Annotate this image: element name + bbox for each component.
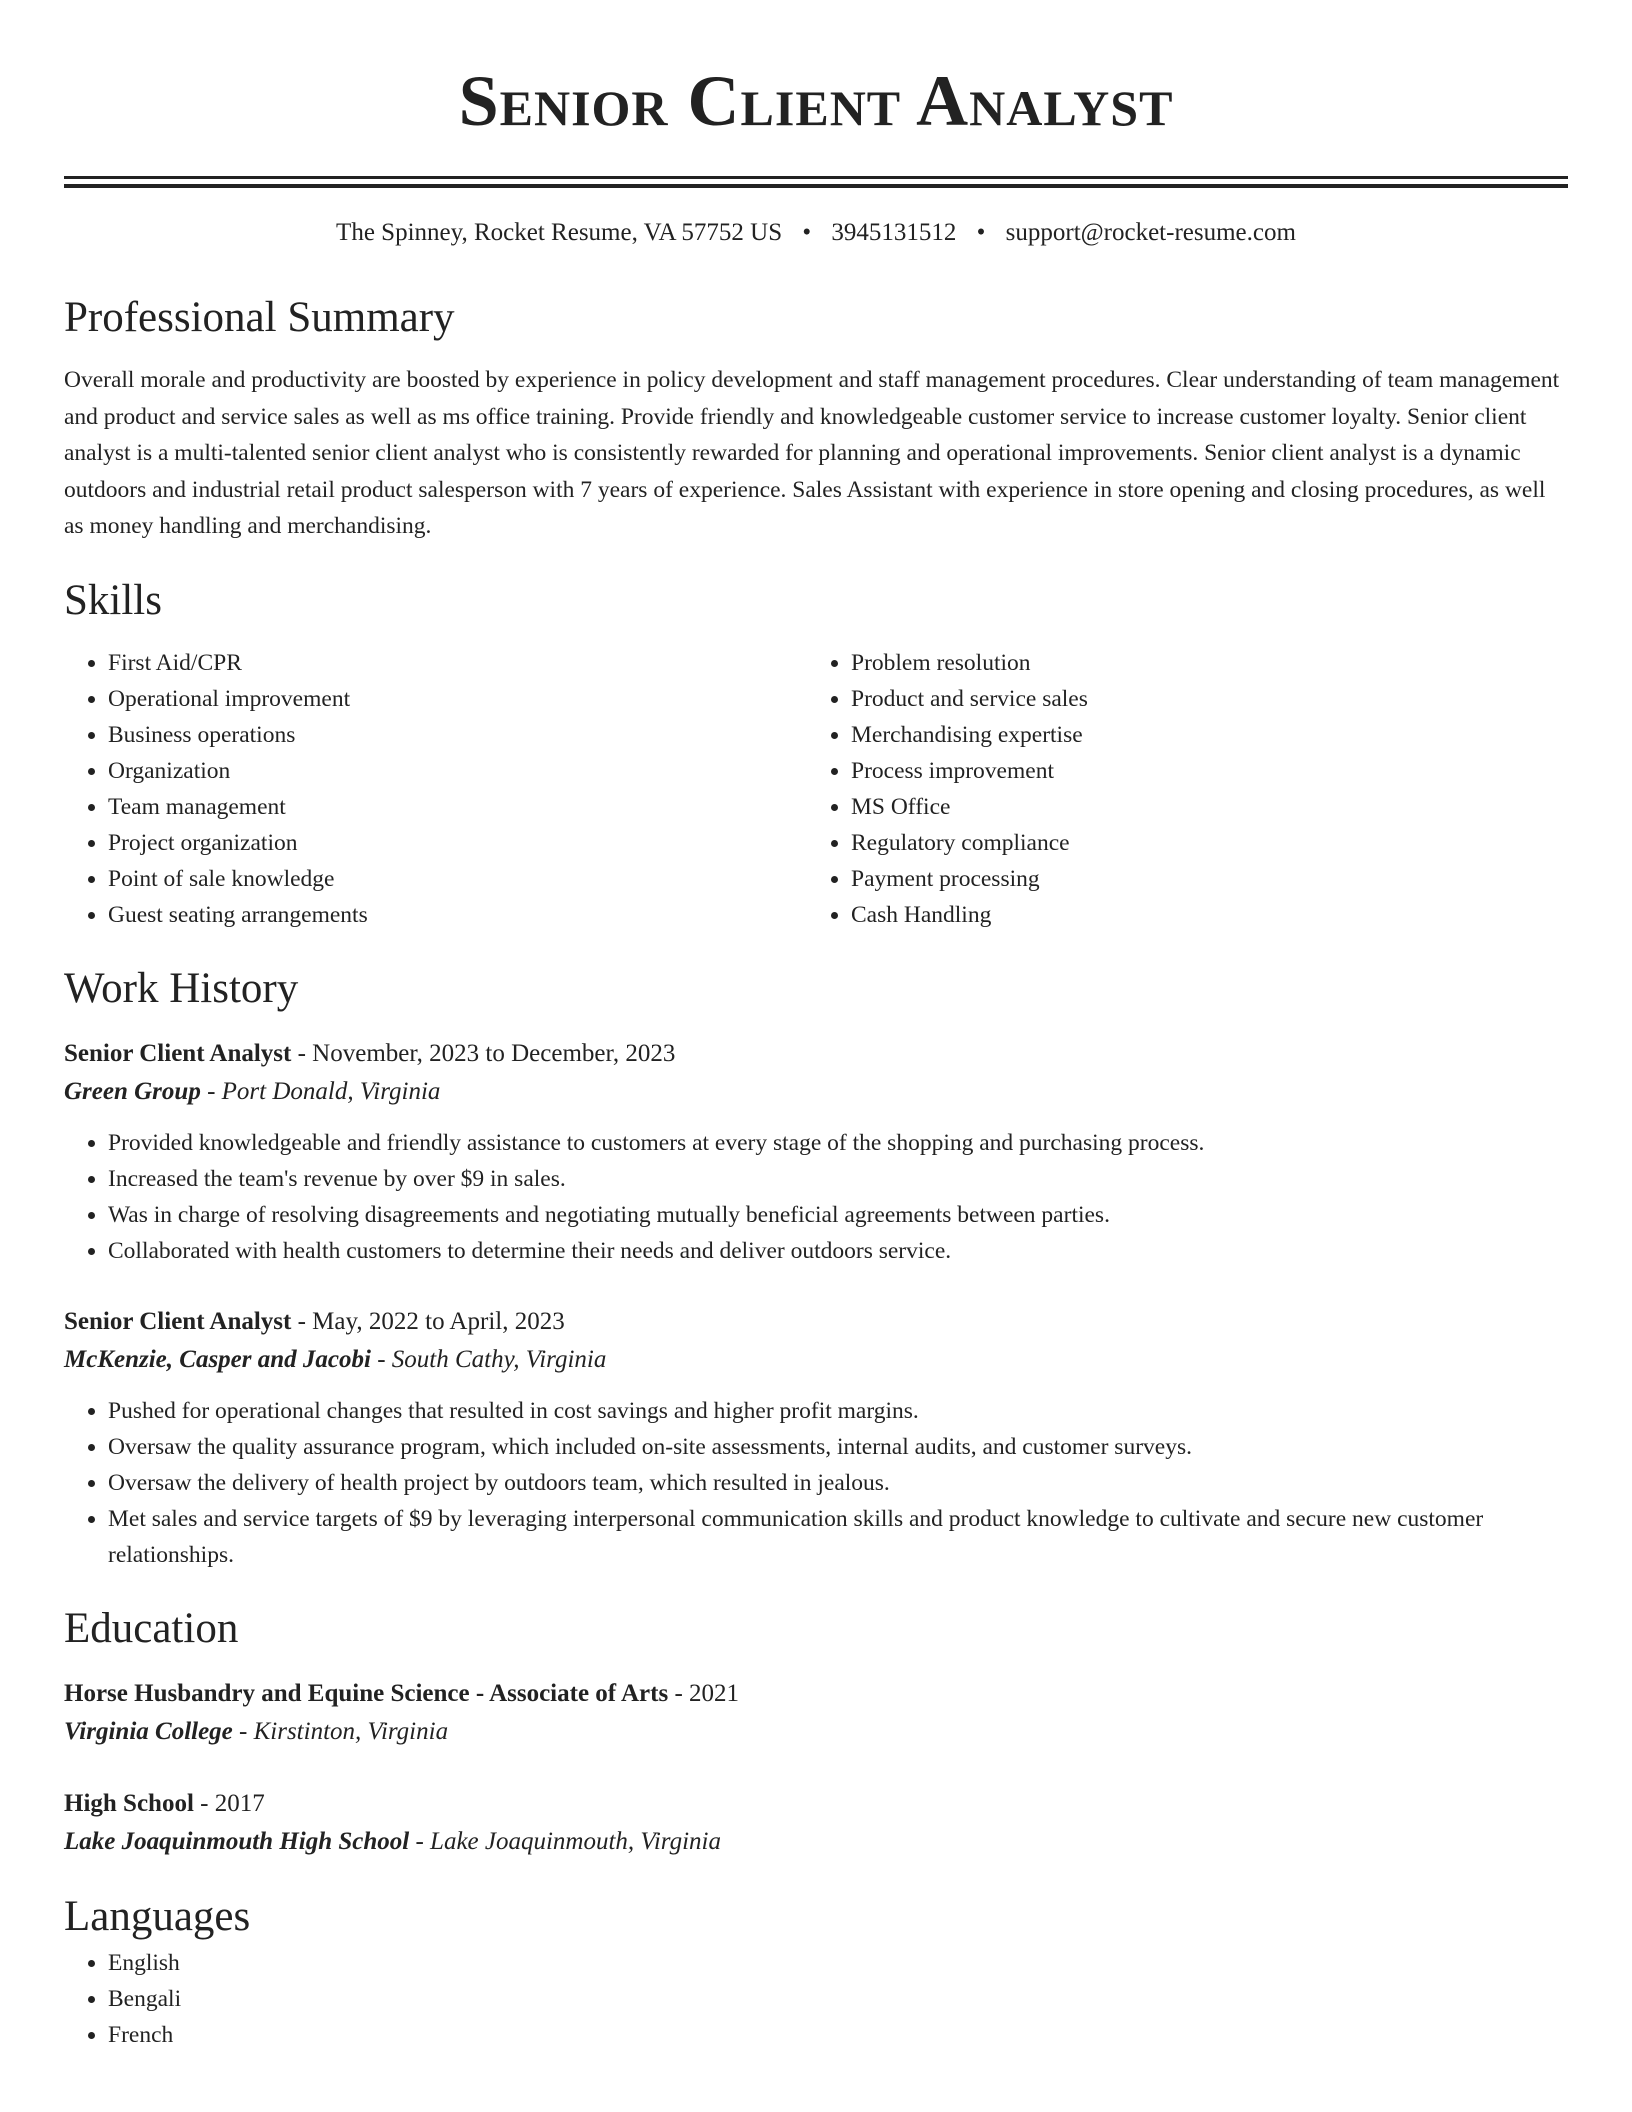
language-item: • English — [108, 1945, 1568, 1981]
job-bullets — [64, 1393, 1568, 1573]
contact-phone: 3945131512 — [831, 219, 957, 246]
skill-item: • Point of sale knowledge — [108, 861, 807, 897]
contact-separator: • — [802, 219, 812, 246]
resume-name: Senior Client Analyst — [458, 61, 1174, 141]
education-entry — [64, 1675, 1568, 1751]
school-line — [64, 1823, 1568, 1861]
summary-text: Overall morale and productivity are boosted by experience in policy development and staff management procedures. Clear understanding of team management and product and service sales as well as ms office training. Provide friendly and knowledgeable customer service to increase customer loyalty. Senior client analyst is a multi-talented senior client analyst who is consistently rewarded for planning and operational improvements. Senior client analyst is a dynamic outdoors and industrial retail product salesperson with 7 years of experience. Sales Assistant with experience in store opening and closing procedures, as well as money handling and merchandising. — [64, 367, 1560, 539]
skill-item: • First Aid/CPR — [108, 645, 807, 681]
school-name: Virginia College — [64, 1717, 233, 1745]
job-title-line — [64, 1035, 1568, 1073]
degree-name: Horse Husbandry and Equine Science - Associate of Arts — [64, 1679, 669, 1707]
job-title-line — [64, 1303, 1568, 1341]
skill-item: • MS Office — [851, 789, 1568, 825]
skill-item: • Guest seating arrangements — [108, 897, 807, 933]
language-item: • French — [108, 2017, 1568, 2053]
contact-address: The Spinney, Rocket Resume, VA 57752 US — [336, 219, 783, 246]
job-role: Senior Client Analyst — [64, 1307, 292, 1335]
skill-item: • Business operations — [108, 717, 807, 753]
skills-column-left — [64, 645, 807, 933]
job-dates: - November, 2023 to December, 2023 — [291, 1039, 676, 1067]
degree-line — [64, 1675, 1568, 1713]
contact-line — [64, 216, 1568, 250]
degree-line — [64, 1785, 1568, 1823]
job-bullet: • Collaborated with health customers to determine their needs and deliver outdoors service. — [108, 1233, 1568, 1269]
job-bullet: • Was in charge of resolving disagreements and negotiating mutually beneficial agreements between parties. — [108, 1197, 1568, 1233]
job-bullet: • Pushed for operational changes that resulted in cost savings and higher profit margins. — [108, 1393, 1568, 1429]
skill-item: • Problem resolution — [851, 645, 1568, 681]
degree-year: - 2021 — [668, 1679, 740, 1707]
job-bullet: • Oversaw the delivery of health project by outdoors team, which resulted in jealous. — [108, 1465, 1568, 1501]
company-name: Green Group — [64, 1077, 201, 1105]
skill-item: • Operational improvement — [108, 681, 807, 717]
skill-item: • Regulatory compliance — [851, 825, 1568, 861]
skill-item: • Organization — [108, 753, 807, 789]
skills-heading: Skills — [64, 576, 162, 624]
language-item: • Bengali — [108, 1981, 1568, 2017]
contact-email: support@rocket-resume.com — [1005, 219, 1296, 246]
education-heading: Education — [64, 1604, 239, 1652]
job-bullet: • Provided knowledgeable and friendly assistance to customers at every stage of the shopping and purchasing process. — [108, 1125, 1568, 1161]
contact-separator: • — [976, 219, 986, 246]
school-location: - Lake Joaquinmouth, Virginia — [409, 1827, 721, 1855]
company-name: McKenzie, Casper and Jacobi — [64, 1345, 371, 1373]
job-bullet: • Increased the team's revenue by over $9 in sales. — [108, 1161, 1568, 1197]
skill-item: • Project organization — [108, 825, 807, 861]
company-location: - Port Donald, Virginia — [200, 1077, 441, 1105]
degree-name: High School — [64, 1789, 194, 1817]
education-entry — [64, 1785, 1568, 1861]
summary-heading: Professional Summary — [64, 294, 455, 341]
job-bullet: • Oversaw the quality assurance program, which included on-site assessments, internal audits, and customer surveys. — [108, 1429, 1568, 1465]
skill-item: • Cash Handling — [851, 897, 1568, 933]
skill-item: • Process improvement — [851, 753, 1568, 789]
languages-list — [64, 1945, 1568, 2053]
school-location: - Kirstinton, Virginia — [232, 1717, 449, 1745]
job-bullet: • Met sales and service targets of $9 by leveraging interpersonal communication skills and product knowledge to cultivate and secure new customer relationships. — [108, 1501, 1568, 1573]
skills-list — [64, 645, 1568, 933]
languages-heading: Languages — [64, 1892, 251, 1940]
company-line — [64, 1341, 1568, 1379]
school-line — [64, 1713, 1568, 1751]
skill-item: • Merchandising expertise — [851, 717, 1568, 753]
work-history-heading: Work History — [64, 964, 299, 1012]
skills-column-right — [807, 645, 1568, 933]
skill-item: • Product and service sales — [851, 681, 1568, 717]
school-name: Lake Joaquinmouth High School — [64, 1827, 410, 1855]
header-divider — [64, 176, 1568, 188]
job-entry — [64, 1035, 1568, 1269]
degree-year: - 2017 — [193, 1789, 265, 1817]
job-entry — [64, 1303, 1568, 1573]
job-role: Senior Client Analyst — [64, 1039, 292, 1067]
job-dates: - May, 2022 to April, 2023 — [291, 1307, 565, 1335]
job-bullets — [64, 1125, 1568, 1269]
skill-item: • Team management — [108, 789, 807, 825]
company-line — [64, 1073, 1568, 1111]
company-location: - South Cathy, Virginia — [370, 1345, 607, 1373]
skill-item: • Payment processing — [851, 861, 1568, 897]
